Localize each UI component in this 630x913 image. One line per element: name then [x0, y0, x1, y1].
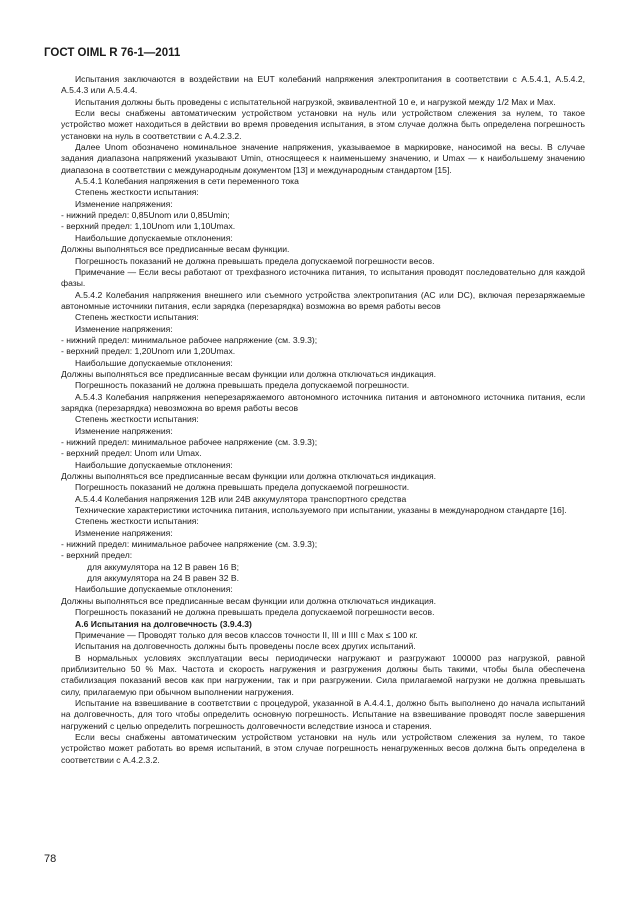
list-item: - нижний предел: минимальное рабочее напряжение (см. 3.9.3);: [61, 334, 318, 345]
section-heading: А.5.4.3 Колебания напряжения неперезаряжаемого автономного источника питания и автономного источника питания, если зарядка (перезарядка) невозможна во время работы весов: [61, 391, 585, 413]
list-item: - верхний предел: 1,10Unom или 1,10Umax.: [61, 221, 236, 232]
section-heading: А.5.4.1 Колебания напряжения в сети переменного тока: [75, 176, 299, 187]
paragraph: Наибольшие допускаемые отклонения:: [75, 357, 233, 368]
paragraph: Степень жесткости испытания:: [75, 187, 199, 198]
document-body: [61, 74, 585, 766]
list-item: - нижний предел: 0,85Unom или 0,85Umin;: [61, 210, 230, 221]
paragraph: Погрешность показаний не должна превышать предела допускаемой погрешности.: [75, 380, 410, 391]
paragraph: Испытание на взвешивание в соответствии с процедурой, указанной в А.4.4.1, должно быть выполнено до начала испытаний на долговечность, для того чтобы определить основную погрешность. Испытание на взвешивание проводят после завершения нагружений с целью определить погрешность долговечности вследствие износа и старения.: [61, 697, 585, 731]
paragraph: Степень жесткости испытания:: [75, 312, 199, 323]
list-item: для аккумулятора на 24 В равен 32 В.: [87, 573, 239, 584]
page-number: 78: [44, 853, 57, 865]
paragraph: Испытания на долговечность должны быть проведены после всех других испытаний.: [75, 641, 416, 652]
paragraph: Наибольшие допускаемые отклонения:: [75, 459, 233, 470]
section-heading: А.6 Испытания на долговечность (3.9.4.3): [75, 618, 252, 629]
paragraph: Погрешность показаний не должна превышать предела допускаемой погрешности весов.: [75, 255, 435, 266]
paragraph: Должны выполняться все предписанные весам функции или должна отключаться индикация.: [61, 471, 436, 482]
section-heading: А.5.4.4 Колебания напряжения 12В или 24В аккумулятора транспортного средства: [75, 493, 407, 504]
list-item: - нижний предел: минимальное рабочее напряжение (см. 3.9.3);: [61, 437, 318, 447]
document-header: ГОСТ OIML R 76-1—2011: [44, 47, 181, 59]
paragraph: Погрешность показаний не должна превышать предела допускаемой погрешности.: [75, 482, 410, 493]
paragraph: Испытания должны быть проведены с испытательной нагрузкой, эквивалентной 10 e, и нагрузкой между 1/2 Max и Max.: [75, 96, 556, 107]
paragraph: В нормальных условиях эксплуатации весы периодически нагружают и разгружают 100000 раз нагрузкой, равной приблизительно 50 % Max. Частота и скорость нагружения и разгружения должны быть такими, чтобы была обеспечена стабилизация показаний весов как при нагружении, так и при разгружении. Сила прилагаемой нагрузки не должна превышать силу, прилагаемую при обычном выполнении нагружения.: [61, 652, 585, 697]
list-item: для аккумулятора на 12 В равен 16 В;: [87, 561, 239, 572]
paragraph: Изменение напряжения:: [75, 198, 173, 209]
list-item: - верхний предел: Unom или Umax.: [61, 448, 202, 459]
paragraph: Изменение напряжения:: [75, 527, 173, 538]
paragraph: Если весы снабжены автоматическим устройством установки на нуль или устройством слежения за нулем, то такое устройство может работать во время испытаний, в этом случае погрешность ненагруженных весов должна быть определена в соответствии с А.4.2.3.2.: [61, 731, 585, 765]
paragraph: Далее Unom обозначено номинальное значение напряжения, указываемое в маркировке, наносимой на весы. В случае задания диапазона напряжений указывают Umin, относящееся к наименьшему значению, и Umax — к наибольшему значению диапазона в соответствии с международным документом [13] и международным стандартом [15].: [61, 142, 585, 175]
paragraph: Наибольшие допускаемые отклонения:: [75, 232, 233, 243]
paragraph: Изменение напряжения:: [75, 425, 173, 436]
paragraph: Испытания заключаются в воздействии на EUT колебаний напряжения электропитания в соответствии с А.5.4.1, А.5.4.2, А.5.4.3 или А.5.4.4.: [61, 74, 585, 96]
paragraph: Изменение напряжения:: [75, 323, 173, 334]
note: Примечание — Проводят только для весов классов точности II, III и IIII с Max ≤ 100 кг.: [75, 629, 418, 640]
paragraph: Должны выполняться все предписанные весам функции.: [61, 244, 290, 255]
paragraph: Если весы снабжены автоматическим устройством установки на нуль или устройством слежения за нулем, то такое устройство может находиться в действии во время проведения испытания, в этом случае должна быть определена погрешность установки на нуль в соответствии с А.4.2.3.2.: [61, 108, 585, 141]
paragraph: Степень жесткости испытания:: [75, 414, 199, 425]
note: Примечание — Если весы работают от трехфазного источника питания, то испытания проводят последовательно для каждой фазы.: [61, 266, 585, 289]
paragraph: Технические характеристики источника питания, используемого при испытании, указаны в международном стандарте [16].: [75, 505, 567, 516]
paragraph: Должны выполняться все предписанные весам функции или должна отключаться индикация.: [61, 595, 436, 606]
paragraph: Погрешность показаний не должна превышать предела допускаемой погрешности весов.: [75, 607, 435, 618]
list-item: - нижний предел: минимальное рабочее напряжение (см. 3.9.3);: [61, 539, 318, 550]
list-item: - верхний предел: 1,20Unom или 1,20Umax.: [61, 346, 236, 357]
paragraph: Степень жесткости испытания:: [75, 516, 199, 527]
section-heading: А.5.4.2 Колебания напряжения внешнего или съемного устройства электропитания (АС или DC), включая перезаряжаемые автономные источники питания, если зарядка (перезарядка) возможна во время работы весов: [61, 289, 585, 311]
paragraph: Наибольшие допускаемые отклонения:: [75, 584, 233, 595]
paragraph: Должны выполняться все предписанные весам функции или должна отключаться индикация.: [61, 368, 436, 379]
list-item: - верхний предел:: [61, 550, 133, 561]
